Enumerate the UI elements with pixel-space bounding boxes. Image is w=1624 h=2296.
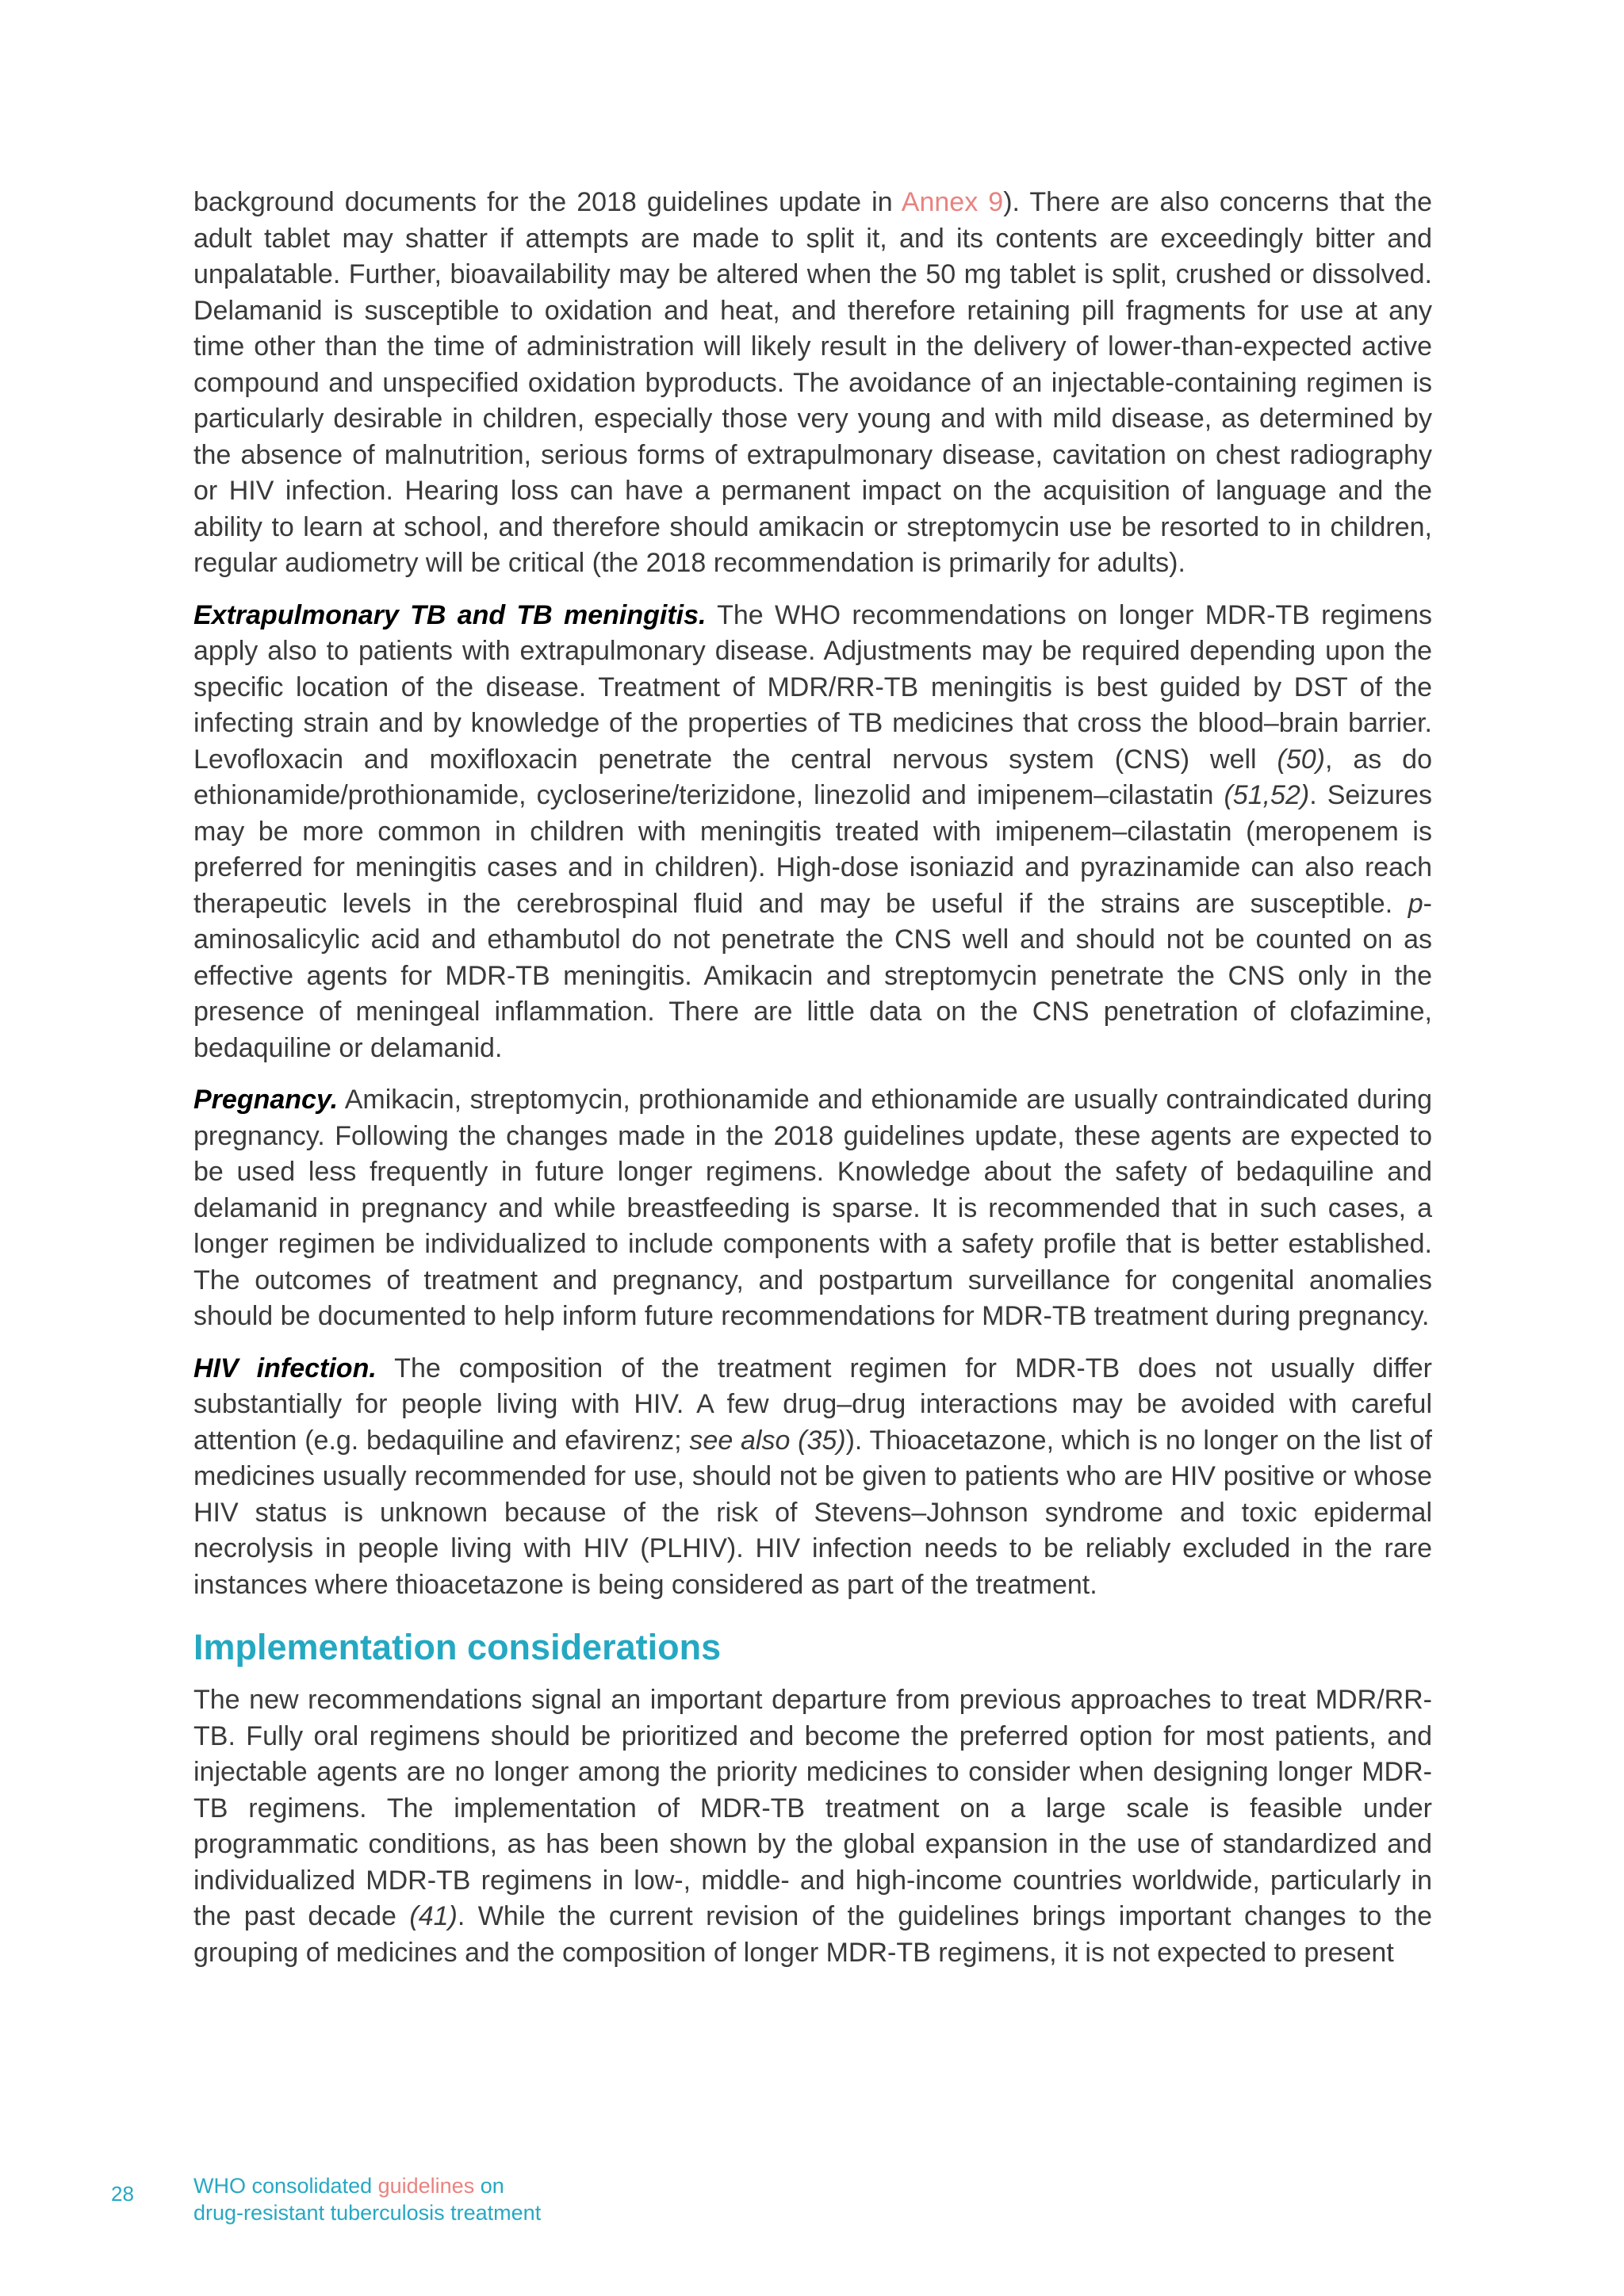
paragraph-text: . Seizures may be more common in children with meningitis treated with imipenem–cilastatin (meropenem is preferred for meningitis cases and in children). High-dose isoniazid and pyrazinamide can also reach therapeutic levels in the cerebrospinal fluid and may be useful if the strains are susceptible. bbox=[193, 780, 1432, 919]
citation-ref: (41) bbox=[409, 1901, 458, 1931]
italic-p: p bbox=[1408, 888, 1423, 919]
paragraph-text: . While the current revision of the guidelines brings important changes to the grouping of medicines and the composition of longer MDR-TB regimens, it is not expected to present bbox=[193, 1901, 1433, 1968]
paragraph-text: The new recommendations signal an important departure from previous approaches to treat MDR/RR-TB. Fully oral regimens should be prioritized and become the preferred option for most patients, and injectable agents are no longer among the priority medicines to consider when designing longer MDR-TB regimens. The implementation of MDR-TB treatment on a large scale is feasible under programmatic conditions, as has been shown by the global expansion in the use of standardized and individualized MDR-TB regimens in low-, middle- and high-income countries worldwide, particularly in the past decade bbox=[193, 1685, 1432, 1931]
annex-link[interactable]: Annex 9 bbox=[901, 187, 1004, 217]
paragraph-text: The WHO recommendations on longer MDR-TB regimens apply also to patients with extrapulmonary disease. Adjustments may be required depending upon the specific location of the disease. Treatment of MDR/RR-TB meningitis is best guided by DST of the infecting strain and by knowledge of the properties of TB medicines that cross the blood–brain barrier. Levofloxacin and moxifloxacin penetrate the central nervous system (CNS) well bbox=[193, 599, 1432, 775]
paragraph-lead-heading: Pregnancy. bbox=[193, 1085, 339, 1115]
paragraph-text: -aminosalicylic acid and ethambutol do not penetrate the CNS well and should not be counted on as effective agents for MDR-TB meningitis. Amikacin and streptomycin penetrate the CNS only in the presence of meningeal inflammation. There are little data on the CNS penetration of clofazimine, bedaquiline or delamanid. bbox=[193, 888, 1432, 1063]
footer-title bbox=[193, 2172, 541, 2226]
main-content bbox=[193, 185, 1432, 1987]
paragraph-text: ). Thioacetazone, which is no longer on the list of medicines usually recommended for use, should not be given to patients who are HIV positive or whose HIV status is unknown because of the risk of Stevens–Johnson syndrome and toxic epidermal necrolysis in people living with HIV (PLHIV). HIV infection needs to be reliably excluded in the rare instances where thioacetazone is being considered as part of the treatment. bbox=[193, 1425, 1432, 1600]
footer-line-2: drug-resistant tuberculosis treatment bbox=[193, 2201, 542, 2225]
section-heading: Implementation considerations bbox=[193, 1627, 722, 1667]
paragraph-lead-heading: HIV infection. bbox=[193, 1353, 377, 1383]
citation-ref: (51,52) bbox=[1224, 780, 1310, 810]
paragraph-implementation bbox=[193, 1682, 1432, 1971]
citation-ref: see also (35) bbox=[689, 1425, 846, 1456]
footer-accent: guidelines bbox=[377, 2174, 475, 2198]
paragraph-hiv-infection bbox=[193, 1351, 1432, 1604]
paragraph-extrapulmonary bbox=[193, 598, 1432, 1067]
footer-text: WHO consolidated bbox=[193, 2174, 378, 2198]
paragraph-text: background documents for the 2018 guidelines update in bbox=[193, 187, 902, 217]
citation-ref: (50) bbox=[1277, 744, 1325, 775]
paragraph-text: Amikacin, streptomycin, prothionamide and ethionamide are usually contraindicated during pregnancy. Following the changes made in the 2018 guidelines update, these agents are expected to be used less frequently in future longer regimens. Knowledge about the safety of bedaquiline and delamanid in pregnancy and while breastfeeding is sparse. It is recommended that in such cases, a longer regimen be individualized to include components with a safety profile that is better established. The outcomes of treatment and pregnancy, and postpartum surveillance for congenital anomalies should be documented to help inform future recommendations for MDR-TB treatment during pregnancy. bbox=[193, 1085, 1432, 1331]
paragraph-text: , as do ethionamide/prothionamide, cycloserine/terizidone, linezolid and imipenem–cilastatin bbox=[193, 744, 1432, 810]
paragraph-text: ). There are also concerns that the adult tablet may shatter if attempts are made to split it, and its contents are exceedingly bitter and unpalatable. Further, bioavailability may be altered when the 50 mg tablet is split, crushed or dissolved. Delamanid is susceptible to oxidation and heat, and therefore retaining pill fragments for use at any time other than the time of administration will likely result in the delivery of lower-than-expected active compound and unspecified oxidation byproducts. The avoidance of an injectable-containing regimen is particularly desirable in children, especially those very young and with mild disease, as determined by the absence of malnutrition, serious forms of extrapulmonary disease, cavitation on chest radiography or HIV infection. Hearing loss can have a permanent impact on the acquisition of language and the ability to learn at school, and therefore should amikacin or streptomycin use be resorted to in children, regular audiometry will be critical (the 2018 recommendation is primarily for adults). bbox=[193, 187, 1432, 578]
footer-text: on bbox=[474, 2174, 504, 2198]
footer-line-1 bbox=[193, 2172, 541, 2199]
paragraph-pregnancy bbox=[193, 1082, 1432, 1335]
paragraph-children-formulations bbox=[193, 185, 1432, 582]
paragraph-text: The composition of the treatment regimen for MDR-TB does not usually differ substantially for people living with HIV. A few drug–drug interactions may be avoided with careful attention (e.g. bedaquiline and efavirenz; bbox=[193, 1353, 1432, 1456]
paragraph-lead-heading: Extrapulmonary TB and TB meningitis. bbox=[193, 599, 707, 630]
page-number: 28 bbox=[111, 2182, 134, 2206]
